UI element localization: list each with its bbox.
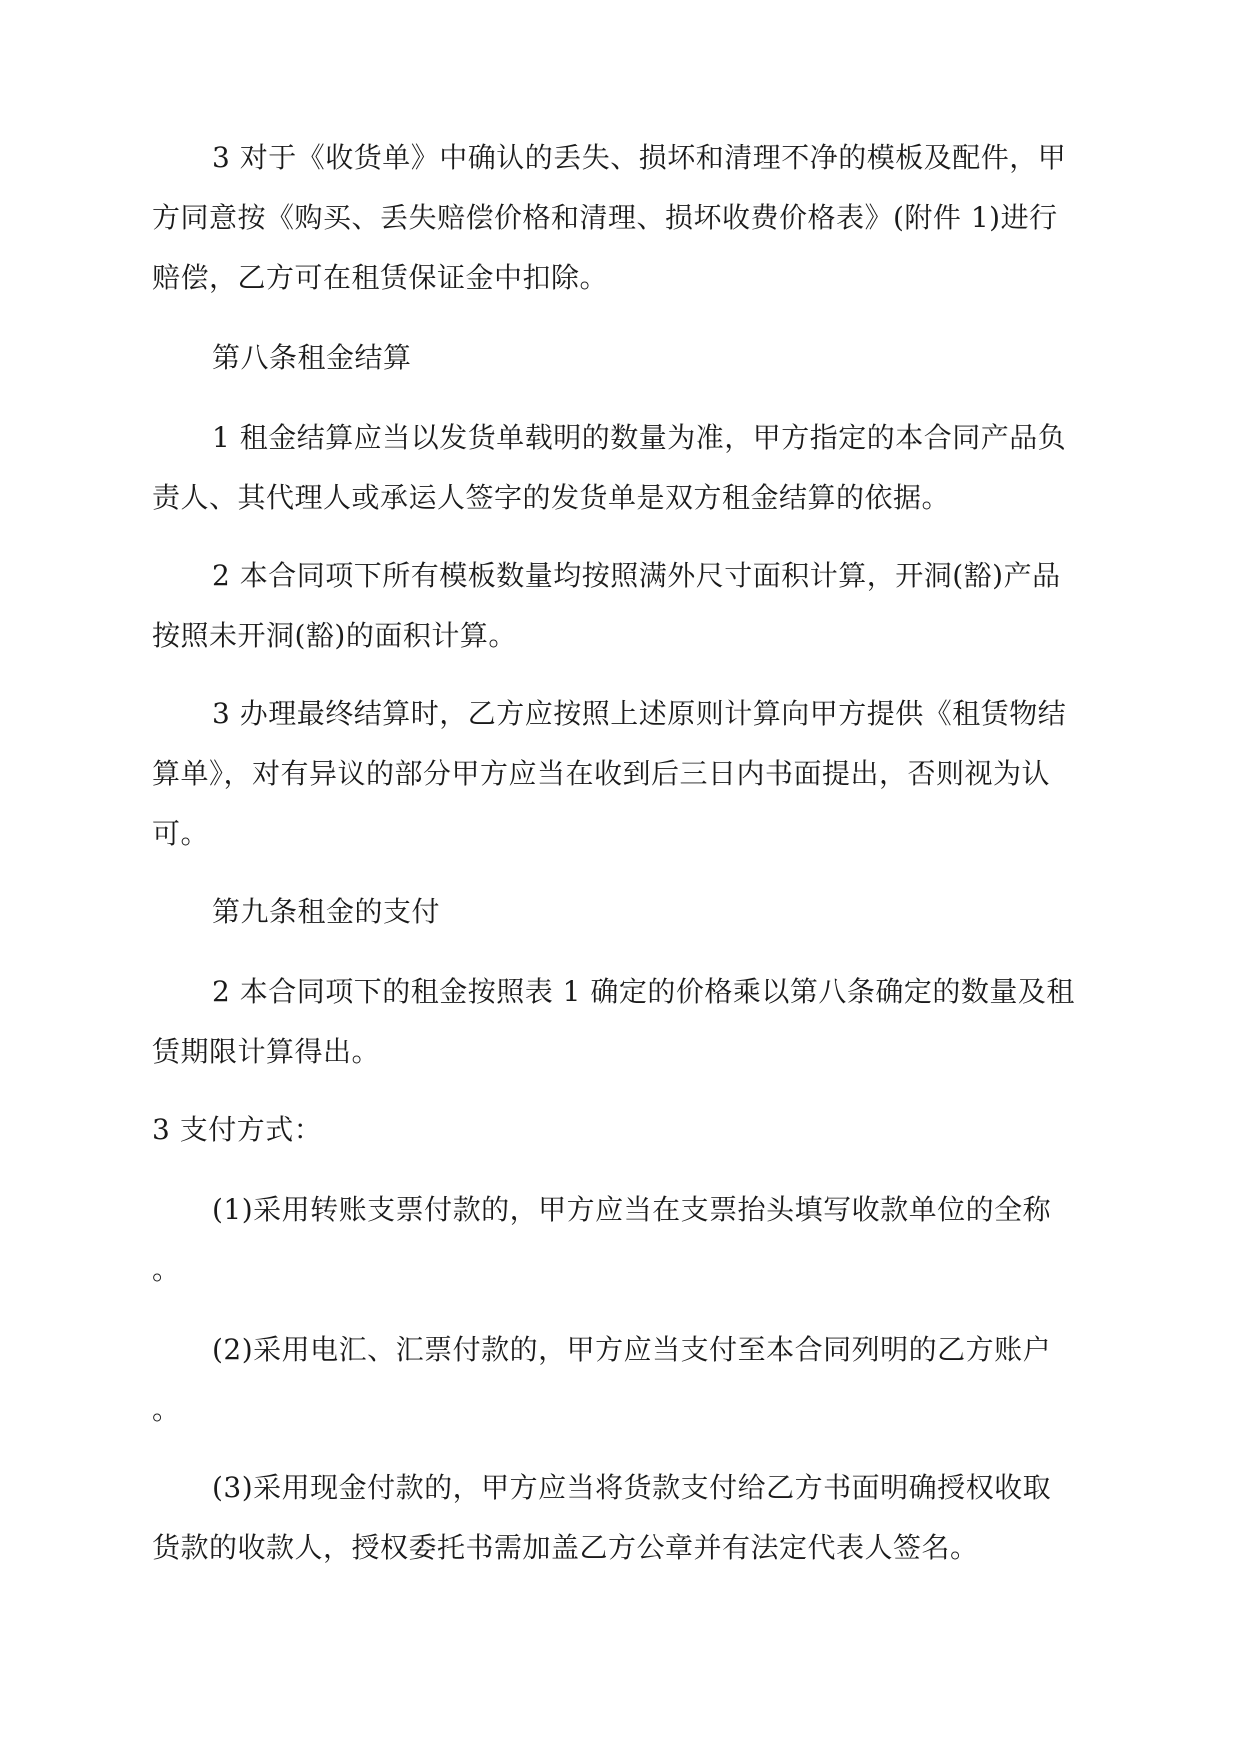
paragraph-8-3-line-1: 3 办理最终结算时，乙方应按照上述原则计算向甲方提供《租赁物结 xyxy=(212,697,1067,730)
payment-item-2-line-1: (2)采用电汇、汇票付款的，甲方应当支付至本合同列明的乙方账户 xyxy=(212,1333,1052,1366)
payment-item-3-line-1: (3)采用现金付款的，甲方应当将货款支付给乙方书面明确授权收取 xyxy=(212,1471,1052,1504)
payment-item-1-line-2: 。 xyxy=(152,1253,181,1286)
article-8-heading: 第八条租金结算 xyxy=(212,341,412,374)
paragraph-8-1-line-2: 责人、其代理人或承运人签字的发货单是双方租金结算的依据。 xyxy=(152,481,951,514)
paragraph-8-3-line-2: 算单》，对有异议的部分甲方应当在收到后三日内书面提出，否则视为认 xyxy=(152,757,1051,790)
payment-item-2-line-2: 。 xyxy=(152,1393,181,1426)
article-9-heading: 第九条租金的支付 xyxy=(212,895,441,928)
payment-method-heading: 3 支付方式： xyxy=(152,1113,323,1146)
paragraph-9-2-line-1: 2 本合同项下的租金按照表 1 确定的价格乘以第八条确定的数量及租 xyxy=(212,975,1075,1008)
paragraph-8-2-line-2: 按照未开洞(豁)的面积计算。 xyxy=(152,619,517,652)
paragraph-9-2-line-2: 赁期限计算得出。 xyxy=(152,1035,381,1068)
paragraph-8-2-line-1: 2 本合同项下所有模板数量均按照满外尺寸面积计算，开洞(豁)产品 xyxy=(212,559,1061,592)
payment-item-1-line-1: (1)采用转账支票付款的，甲方应当在支票抬头填写收款单位的全称 xyxy=(212,1193,1052,1226)
paragraph-8-3-line-3: 可。 xyxy=(152,817,210,850)
payment-item-3-line-2: 货款的收款人，授权委托书需加盖乙方公章并有法定代表人签名。 xyxy=(152,1531,979,1564)
paragraph-8-1-line-1: 1 租金结算应当以发货单载明的数量为准，甲方指定的本合同产品负 xyxy=(212,421,1067,454)
paragraph-7-3-line-2: 方同意按《购买、丢失赔偿价格和清理、损坏收费价格表》(附件 1)进行 xyxy=(152,201,1058,234)
paragraph-7-3-line-3: 赔偿，乙方可在租赁保证金中扣除。 xyxy=(152,261,609,294)
paragraph-7-3-line-1: 3 对于《收货单》中确认的丢失、损坏和清理不净的模板及配件，甲 xyxy=(212,141,1067,174)
